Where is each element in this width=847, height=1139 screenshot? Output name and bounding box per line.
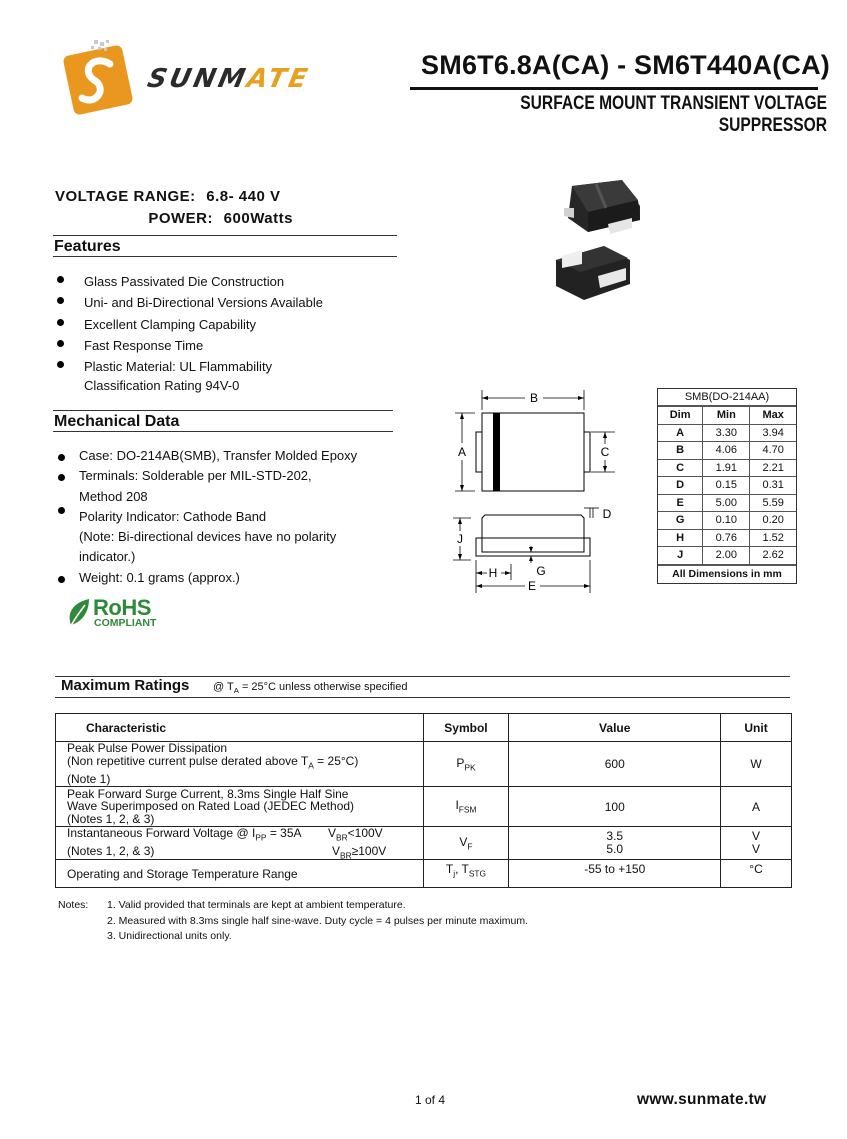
- bullet-icon: [57, 340, 64, 347]
- dim-label-h: H: [488, 566, 498, 580]
- dim-label-b: B: [529, 391, 539, 405]
- table-row: A 3.30 3.94: [658, 424, 796, 442]
- table-row: H 0.76 1.52: [658, 529, 796, 547]
- list-item: Case: DO-214AB(SMB), Transfer Molded Epoxy: [79, 446, 357, 466]
- voltage-range-label: VOLTAGE RANGE:: [55, 188, 196, 205]
- table-row: G 0.10 0.20: [658, 512, 796, 530]
- list-item: Fast Response Time: [84, 335, 323, 356]
- package-outline-diagram: [445, 388, 625, 598]
- dim-label-g: G: [536, 564, 546, 578]
- list-item: Uni- and Bi-Directional Versions Available: [84, 292, 323, 313]
- website-link[interactable]: www.sunmate.tw: [637, 1091, 767, 1108]
- bullet-icon: [57, 319, 64, 326]
- company-logo-mark: [58, 40, 138, 120]
- wordmark-part-a: SUNM: [144, 64, 251, 94]
- bullet-icon: [58, 507, 65, 514]
- rohs-title: RoHS: [93, 595, 151, 620]
- title-underline: [410, 87, 818, 90]
- ratings-bottom-rule: [55, 697, 790, 698]
- rohs-compliant: COMPLIANT: [94, 617, 157, 629]
- voltage-range: [55, 188, 281, 205]
- company-wordmark: [145, 64, 313, 94]
- features-top-rule: [53, 235, 397, 236]
- list-item: Excellent Clamping Capability: [84, 314, 323, 335]
- dim-label-a: A: [457, 445, 467, 459]
- list-item: Classification Rating 94V-0: [84, 378, 240, 394]
- table-row: Peak Forward Surge Current, 8.3ms Single Half Sine Wave Superimposed on Rated Load (JEDEC Method) (Notes 1, 2, & 3) $I_{FSM}$ 100 A: [56, 787, 792, 827]
- features-list: [84, 271, 323, 394]
- table-row: Peak Pulse Power Dissipation (Non repetitive current pulse derated above $T_A = 25^\circ C$) (Note 1) $P_{PK}$ 600 W: [56, 742, 792, 787]
- list-item: Weight: 0.1 grams (approx.): [79, 568, 357, 588]
- list-item: Terminals: Solderable per MIL-STD-202,: [79, 466, 357, 486]
- power-rating: [55, 210, 293, 227]
- dim-header-dim: Dim: [658, 407, 703, 425]
- list-item: Glass Passivated Die Construction: [84, 271, 323, 292]
- table-row: D 0.15 0.31: [658, 477, 796, 495]
- features-heading: Features: [54, 238, 121, 255]
- note-item: 2. Measured with 8.3ms single half sine-wave. Duty cycle = 4 pulses per minute maximum.: [107, 914, 529, 927]
- bullet-icon: [58, 576, 65, 583]
- dimensions-table-footer: All Dimensions in mm: [658, 565, 796, 583]
- dim-label-d: D: [602, 507, 612, 521]
- bullet-icon: [57, 276, 64, 283]
- mechanical-list: [79, 446, 357, 588]
- ratings-heading: Maximum Ratings: [61, 677, 190, 694]
- table-row: Instantaneous Forward Voltage @ $I_{PP} = 35A$ $V_{BR}<100V$ (Notes 1, 2, & 3) $V_{BR}\ge 100V$ $V_F$ 3.5 5.0 V V: [56, 827, 792, 860]
- note-item: 3. Unidirectional units only.: [107, 930, 232, 942]
- features-bottom-rule: [53, 256, 397, 257]
- table-row: J 2.00 2.62: [658, 547, 796, 565]
- col-header-characteristic: Characteristic: [56, 714, 424, 742]
- dim-label-j: J: [457, 532, 463, 546]
- product-subtitle: SURFACE MOUNT TRANSIENT VOLTAGE SUPPRESSOR: [520, 93, 827, 136]
- col-header-value: Value: [509, 714, 721, 742]
- bullet-icon: [58, 454, 65, 461]
- notes-label: Notes:: [58, 899, 89, 911]
- power-value: 600Watts: [223, 210, 293, 227]
- page-number: 1 of 4: [414, 1093, 446, 1107]
- ratings-condition: @ $T_A = 25^\circ C$ unless otherwise specified: [213, 681, 408, 696]
- note-item: 1. Valid provided that terminals are kept at ambient temperature.: [107, 899, 406, 911]
- table-row: B 4.06 4.70: [658, 442, 796, 460]
- dim-header-max: Max: [750, 407, 796, 425]
- leaf-icon: [65, 597, 93, 631]
- list-item: (Note: Bi-directional devices have no polarity: [79, 529, 337, 545]
- col-header-symbol: Symbol: [423, 714, 509, 742]
- mechanical-heading: Mechanical Data: [54, 413, 180, 430]
- dim-label-e: E: [527, 579, 537, 593]
- voltage-range-value: 6.8- 440 V: [206, 188, 281, 205]
- mechanical-top-rule: [53, 410, 393, 411]
- list-item: indicator.): [79, 549, 136, 565]
- max-ratings-table: [55, 713, 792, 888]
- list-item: Plastic Material: UL Flammability: [84, 356, 323, 377]
- rohs-badge: [65, 597, 175, 631]
- dimensions-table-caption: SMB(DO-214AA): [658, 389, 796, 406]
- bullet-icon: [57, 361, 64, 368]
- bullet-icon: [58, 474, 65, 481]
- table-row: E 5.00 5.59: [658, 494, 796, 512]
- bullet-icon: [57, 297, 64, 304]
- table-row: Operating and Storage Temperature Range $T_j$, $T_{STG}$ -55 to +150 °C: [56, 860, 792, 888]
- wordmark-part-b: ATE: [244, 64, 313, 94]
- product-title: SM6T6.8A(CA) - SM6T440A(CA): [421, 50, 830, 80]
- list-item: Polarity Indicator: Cathode Band: [79, 507, 357, 527]
- dimensions-table: [657, 388, 797, 584]
- package-photo: [548, 172, 648, 312]
- col-header-unit: Unit: [721, 714, 792, 742]
- table-row: C 1.91 2.21: [658, 459, 796, 477]
- dim-label-c: C: [600, 445, 610, 459]
- mechanical-bottom-rule: [53, 431, 393, 432]
- dim-header-min: Min: [703, 407, 750, 425]
- power-label: POWER:: [148, 210, 213, 227]
- list-item: Method 208: [79, 488, 148, 504]
